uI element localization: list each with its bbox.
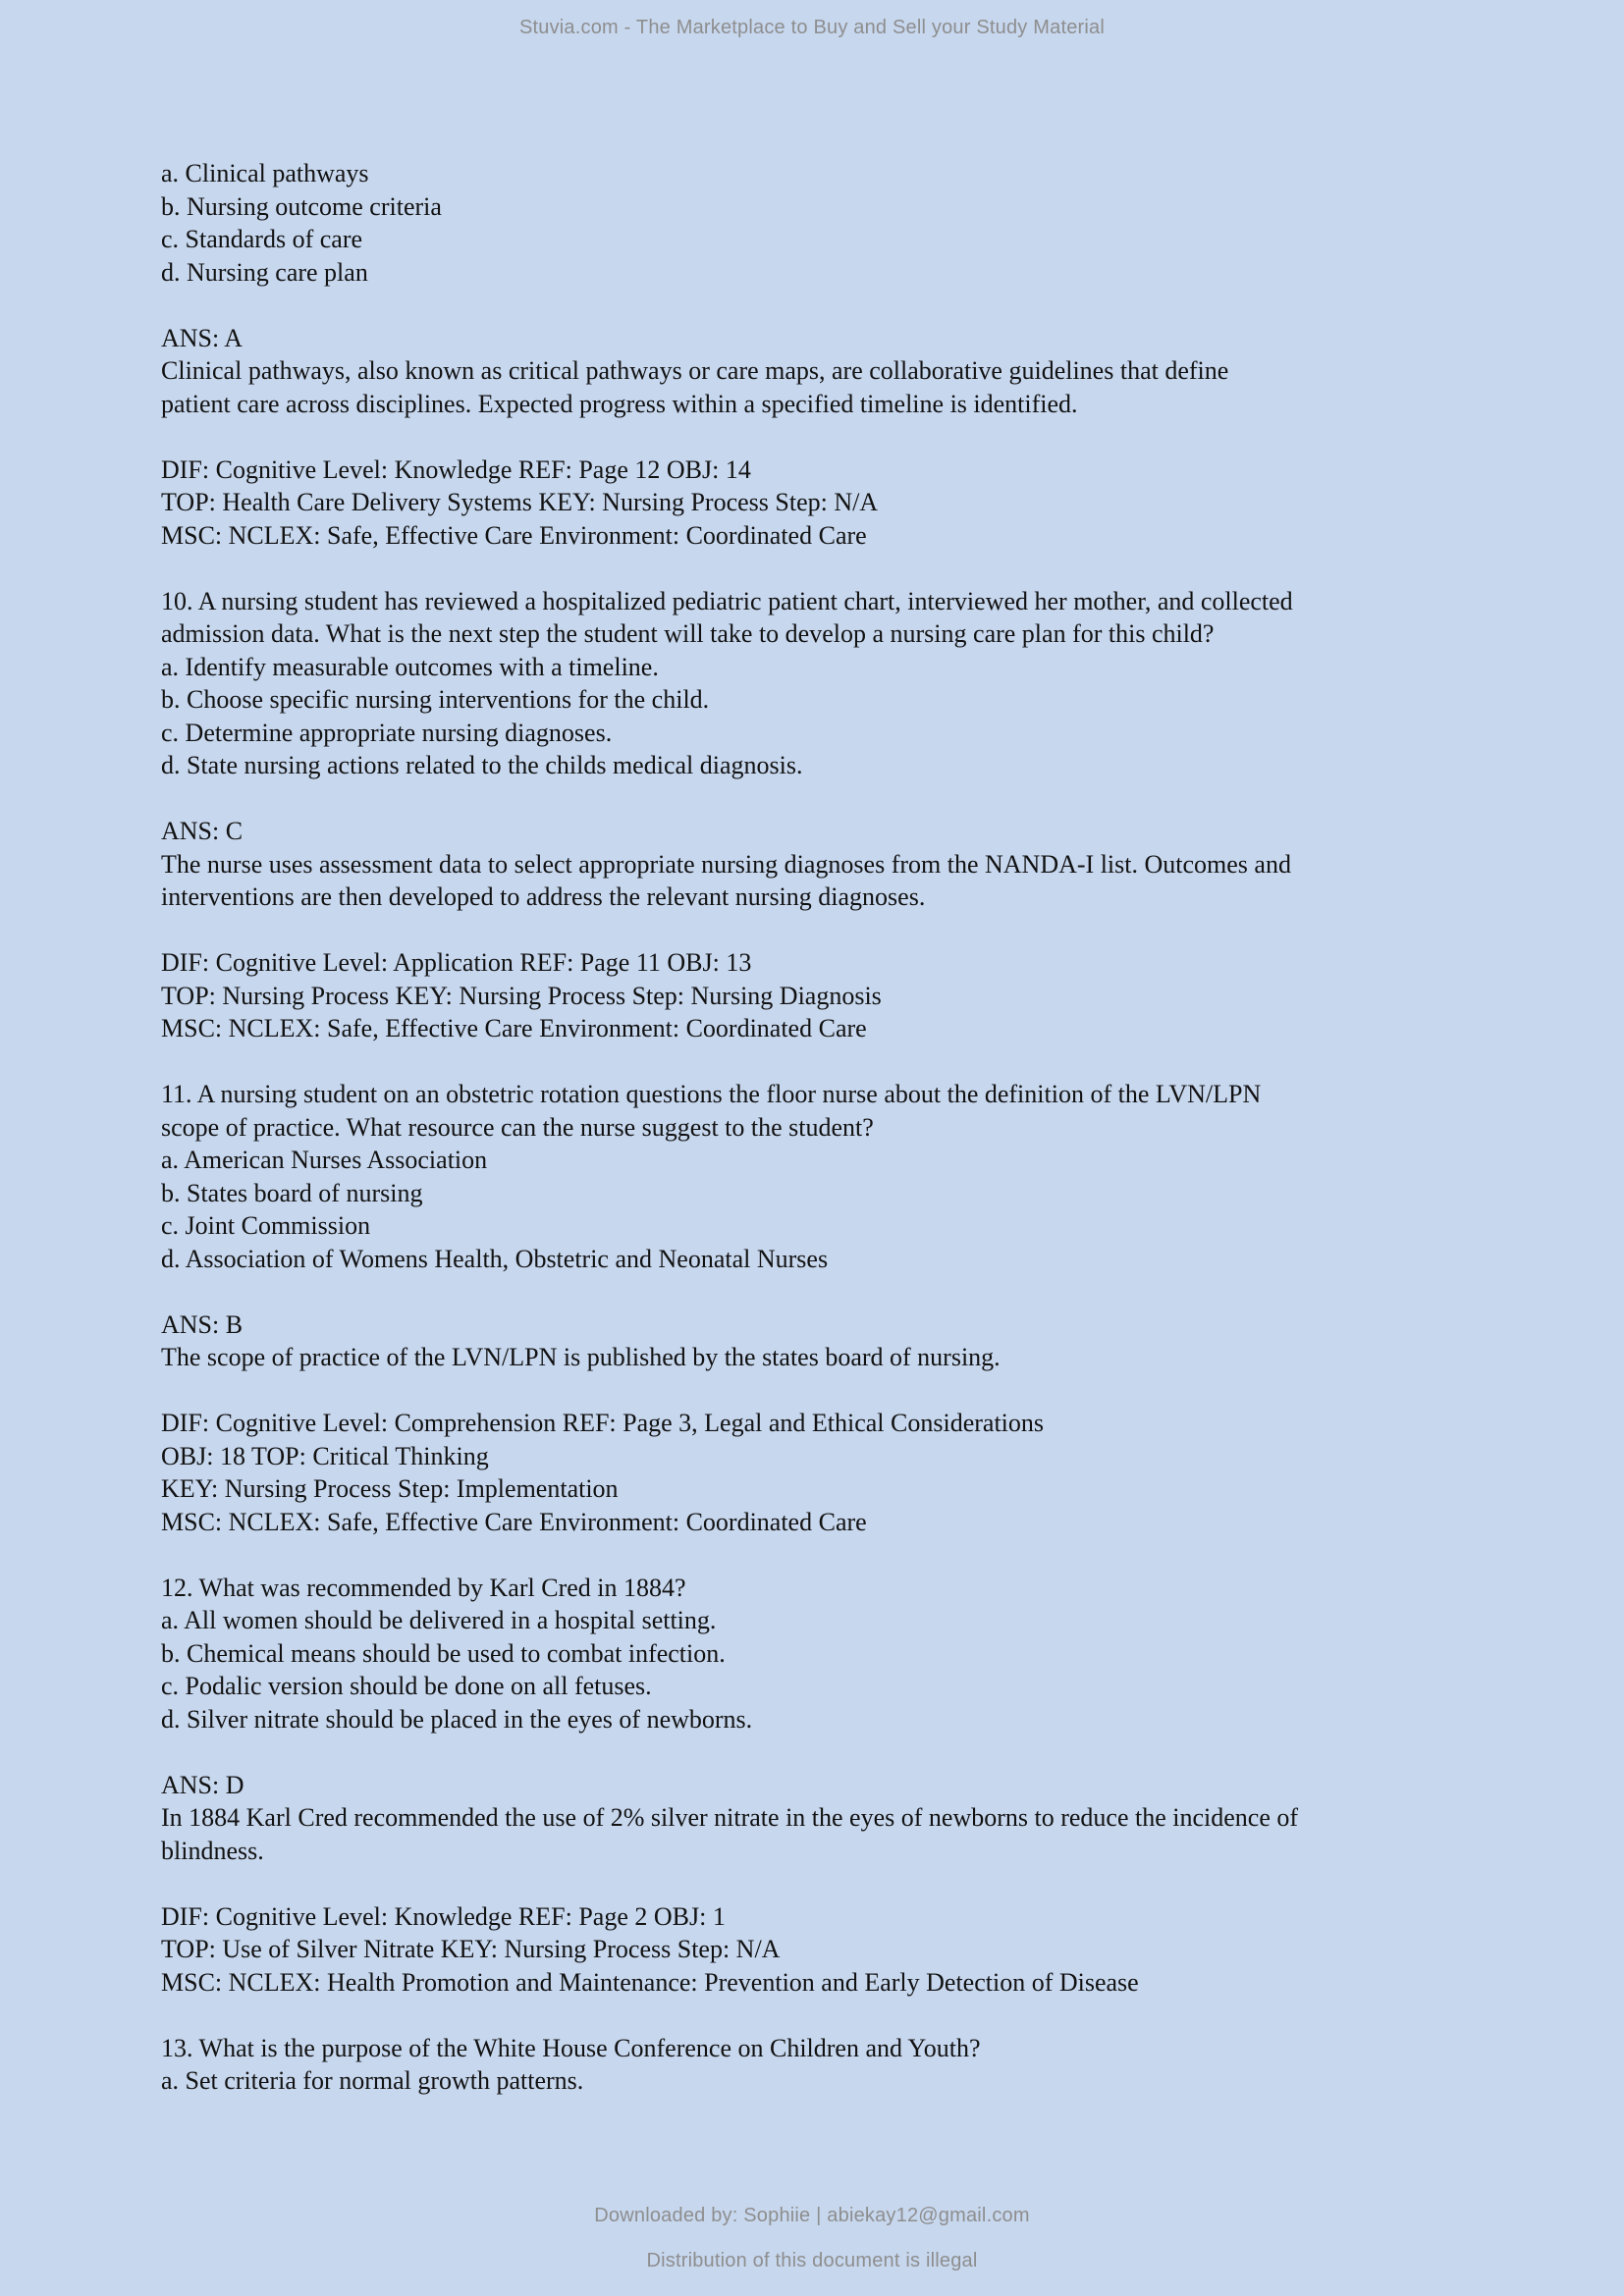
text-line: d. State nursing actions related to the childs medical diagnosis. xyxy=(161,751,803,779)
text-line: ANS: B xyxy=(161,1309,244,1339)
text-line: DIF: Cognitive Level: Comprehension REF: Page 3, Legal and Ethical Considerations xyxy=(161,1409,1045,1437)
text-line: Clinical pathways, also known as critical pathways or care maps, are collaborative guidelines that define xyxy=(161,356,1229,385)
text-line: DIF: Cognitive Level: Application REF: Page 11 OBJ: 13 xyxy=(161,948,752,977)
text-line: a. American Nurses Association xyxy=(161,1146,488,1174)
text-line: blindness. xyxy=(161,1836,264,1865)
text-line: TOP: Health Care Delivery Systems KEY: Nursing Process Step: N/A xyxy=(161,488,879,516)
text-line: MSC: NCLEX: Health Promotion and Maintenance: Prevention and Early Detection of Disease xyxy=(161,1967,1139,1997)
text-line: The nurse uses assessment data to select appropriate nursing diagnoses from the NANDA-I list. Outcomes and xyxy=(161,849,1291,879)
header-watermark: Stuvia.com - The Marketplace to Buy and Sell your Study Material xyxy=(518,17,1106,38)
text-line: b. Chemical means should be used to combat infection. xyxy=(161,1638,726,1668)
text-line: a. Identify measurable outcomes with a timeline. xyxy=(161,652,659,681)
text-line: ANS: D xyxy=(161,1770,244,1799)
text-line: admission data. What is the next step the student will take to develop a nursing care plan for this child? xyxy=(161,619,1215,648)
text-line: b. Nursing outcome criteria xyxy=(161,191,442,221)
text-line: 11. A nursing student on an obstetric rotation questions the floor nurse about the definition of the LVN/LPN xyxy=(161,1080,1262,1108)
text-line: MSC: NCLEX: Safe, Effective Care Environment: Coordinated Care xyxy=(161,1014,867,1042)
text-line: scope of practice. What resource can the nurse suggest to the student? xyxy=(161,1112,874,1142)
text-line: c. Standards of care xyxy=(161,225,363,253)
block-meta xyxy=(161,454,1506,553)
text-line: d. Association of Womens Health, Obstetric and Neonatal Nurses xyxy=(161,1244,829,1273)
text-line: 12. What was recommended by Karl Cred in 1884? xyxy=(161,1573,686,1602)
block-answer xyxy=(161,815,1506,914)
text-line: DIF: Cognitive Level: Knowledge REF: Page 2 OBJ: 1 xyxy=(161,1901,726,1931)
text-line: TOP: Nursing Process KEY: Nursing Process Step: Nursing Diagnosis xyxy=(161,981,882,1010)
text-line: DIF: Cognitive Level: Knowledge REF: Page 12 OBJ: 14 xyxy=(161,454,751,484)
footer-warning: Distribution of this document is illegal xyxy=(646,2250,978,2271)
text-line: The scope of practice of the LVN/LPN is published by the states board of nursing. xyxy=(161,1343,1001,1371)
text-line: d. Nursing care plan xyxy=(161,257,368,287)
text-line: patient care across disciplines. Expected progress within a specified timeline is identified. xyxy=(161,389,1078,418)
block-answer xyxy=(161,322,1506,421)
text-line: 10. A nursing student has reviewed a hospitalized pediatric patient chart, interviewed her mother, and collected xyxy=(161,586,1293,615)
block-question xyxy=(161,1078,1506,1275)
block-question xyxy=(161,2032,1506,2098)
text-line: ANS: C xyxy=(161,817,244,845)
block-meta xyxy=(161,1407,1506,1538)
text-line: interventions are then developed to address the relevant nursing diagnoses. xyxy=(161,882,926,911)
text-line: b. Choose specific nursing interventions for the child. xyxy=(161,685,710,714)
block-question xyxy=(161,1572,1506,1736)
text-line: MSC: NCLEX: Safe, Effective Care Environment: Coordinated Care xyxy=(161,520,867,550)
block-answer xyxy=(161,1769,1506,1868)
footer-downloaded-by: Downloaded by: Sophiie | abiekay12@gmail.com xyxy=(594,2205,1030,2226)
block-options xyxy=(161,157,1506,289)
block-meta xyxy=(161,946,1506,1045)
block-answer xyxy=(161,1308,1506,1374)
text-line: OBJ: 18 TOP: Critical Thinking xyxy=(161,1441,489,1470)
text-line: c. Podalic version should be done on all fetuses. xyxy=(161,1672,652,1700)
text-line: KEY: Nursing Process Step: Implementation xyxy=(161,1474,619,1503)
text-line: TOP: Use of Silver Nitrate KEY: Nursing Process Step: N/A xyxy=(161,1935,781,1963)
text-line: 13. What is the purpose of the White House Conference on Children and Youth? xyxy=(161,2033,981,2062)
document-body xyxy=(161,157,1506,2130)
text-line: In 1884 Karl Cred recommended the use of 2% silver nitrate in the eyes of newborns to reduce the incidence of xyxy=(161,1803,1299,1832)
text-line: c. Joint Commission xyxy=(161,1211,371,1240)
text-line: a. Set criteria for normal growth patterns. xyxy=(161,2066,584,2095)
block-meta xyxy=(161,1900,1506,2000)
text-line: a. All women should be delivered in a hospital setting. xyxy=(161,1606,717,1634)
text-line: MSC: NCLEX: Safe, Effective Care Environment: Coordinated Care xyxy=(161,1507,867,1536)
text-line: a. Clinical pathways xyxy=(161,159,369,187)
text-line: c. Determine appropriate nursing diagnoses. xyxy=(161,718,613,747)
text-line: d. Silver nitrate should be placed in the eyes of newborns. xyxy=(161,1704,753,1734)
text-line: b. States board of nursing xyxy=(161,1178,423,1207)
block-question xyxy=(161,585,1506,782)
text-line: ANS: A xyxy=(161,323,244,352)
